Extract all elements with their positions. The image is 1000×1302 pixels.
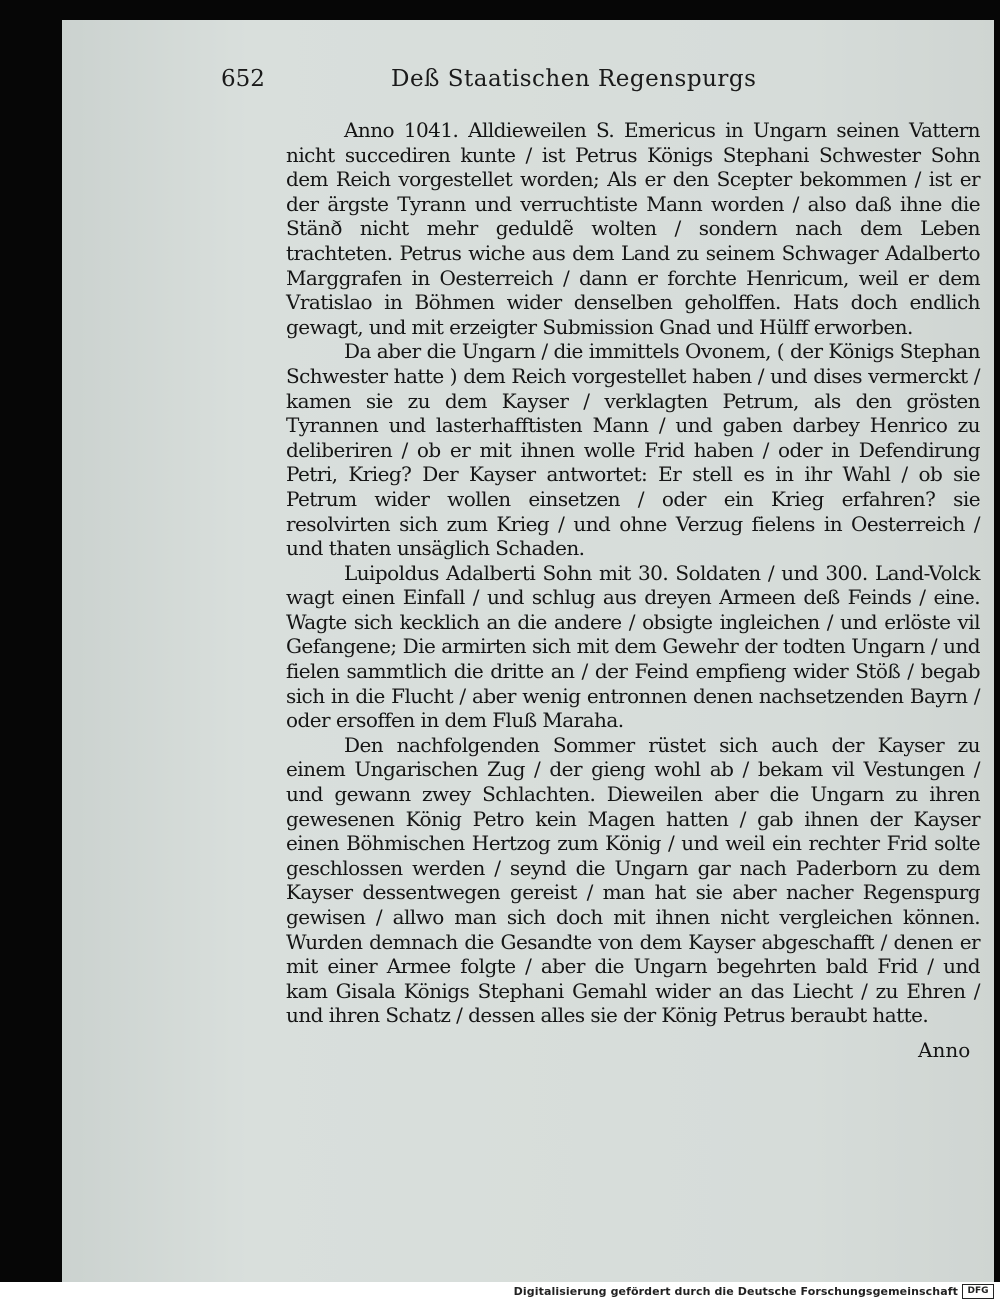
body-text	[286, 118, 980, 1028]
funding-credit: Digitalisierung gefördert durch die Deutsche Forschungsgemeinschaft	[513, 1285, 958, 1298]
paragraph-ungarn-kayser: Da aber die Ungarn / die immittels Ovonem, ( der Königs Stephan Schwester hatte ) dem Reich vorgestellet haben / und dises vermerckt / kamen sie zu dem Kayser / verklagten Petrum, als den grösten Tyrannen und lasterhafftisten Mann / und gaben darbey Henrico zu deliberiren / ob er mit ihnen wolle Frid haben / oder in Defendirung Petri, Krieg? Der Kayser antwortet: Er stell es in ihr Wahl / ob sie Petrum wider wollen einsetzen / oder ein Krieg erfahren? sie resolvirten sich zum Krieg / und ohne Verzug fielens in Oesterreich / und thaten unsäglich Schaden.	[286, 339, 980, 561]
paragraph-anno-1041: Anno 1041. Alldieweilen S. Emericus in Ungarn seinen Vattern nicht succediren kunte / ist Petrus Königs Stephani Schwester Sohn dem Reich vorgestellet worden; Als er den Scepter bekommen / ist er der ärgste Tyrann und verruchtiste Mann worden / also daß ihne die Stänð nicht mehr geduldẽ wolten / sondern nach dem Leben trachteten. Petrus wiche aus dem Land zu seinem Schwager Adalberto Marggrafen in Oesterreich / dann er forchte Henricum, weil er dem Vratislao in Böhmen wider denselben geholffen. Hats doch endlich gewagt, und mit erzeigter Submission Gnad und Hülff erworben.	[286, 118, 980, 339]
paragraph-sommer-zug: Den nachfolgenden Sommer rüstet sich auch der Kayser zu einem Ungarischen Zug / der gieng wohl ab / bekam vil Vestungen / und gewann zwey Schlachten. Dieweilen aber die Ungarn zu ihren gewesenen König Petro kein Magen hatten / gab ihnen der Kayser einen Böhmischen Hertzog zum König / und weil ein rechter Frid solte geschlossen werden / seynd die Ungarn gar nach Paderborn zu dem Kayser dessentwegen gereist / man hat sie aber nacher Regenspurg gewisen / allwo man sich doch mit ihnen nicht vergleichen können. Wurden demnach die Gesandte von dem Kayser abgeschafft / denen er mit einer Armee folgte / aber die Ungarn begehrten bald Frid / und kam Gisala Königs Stephani Gemahl wider an das Liecht / zu Ehren / und ihren Schatz / dessen alles sie der König Petrus beraubt hatte.	[286, 732, 980, 1028]
running-title: Deß Staatischen Regenspurgs	[391, 66, 757, 92]
dfg-logo: DFG	[962, 1284, 994, 1299]
page-header	[221, 66, 989, 98]
paragraph-luipoldus: Luipoldus Adalberti Sohn mit 30. Soldaten / und 300. Land-Volck wagt einen Einfall / und schlug aus dreyen Armeen deß Feinds / eine. Wagte sich kecklich an die andere / obsigte ingleichen / und erlöste vil Gefangene; Die armirten sich mit dem Gewehr der todten Ungarn / und fielen sammtlich die dritte an / der Feind empfieng wider Stöß / begab sich in die Flucht / aber wenig entronnen denen nachsetzenden Bayrn / oder ersoffen in dem Fluß Maraha.	[286, 560, 980, 733]
page-number: 652	[221, 66, 265, 92]
catchword: Anno	[918, 1038, 971, 1062]
footer-bar	[0, 1282, 1000, 1302]
